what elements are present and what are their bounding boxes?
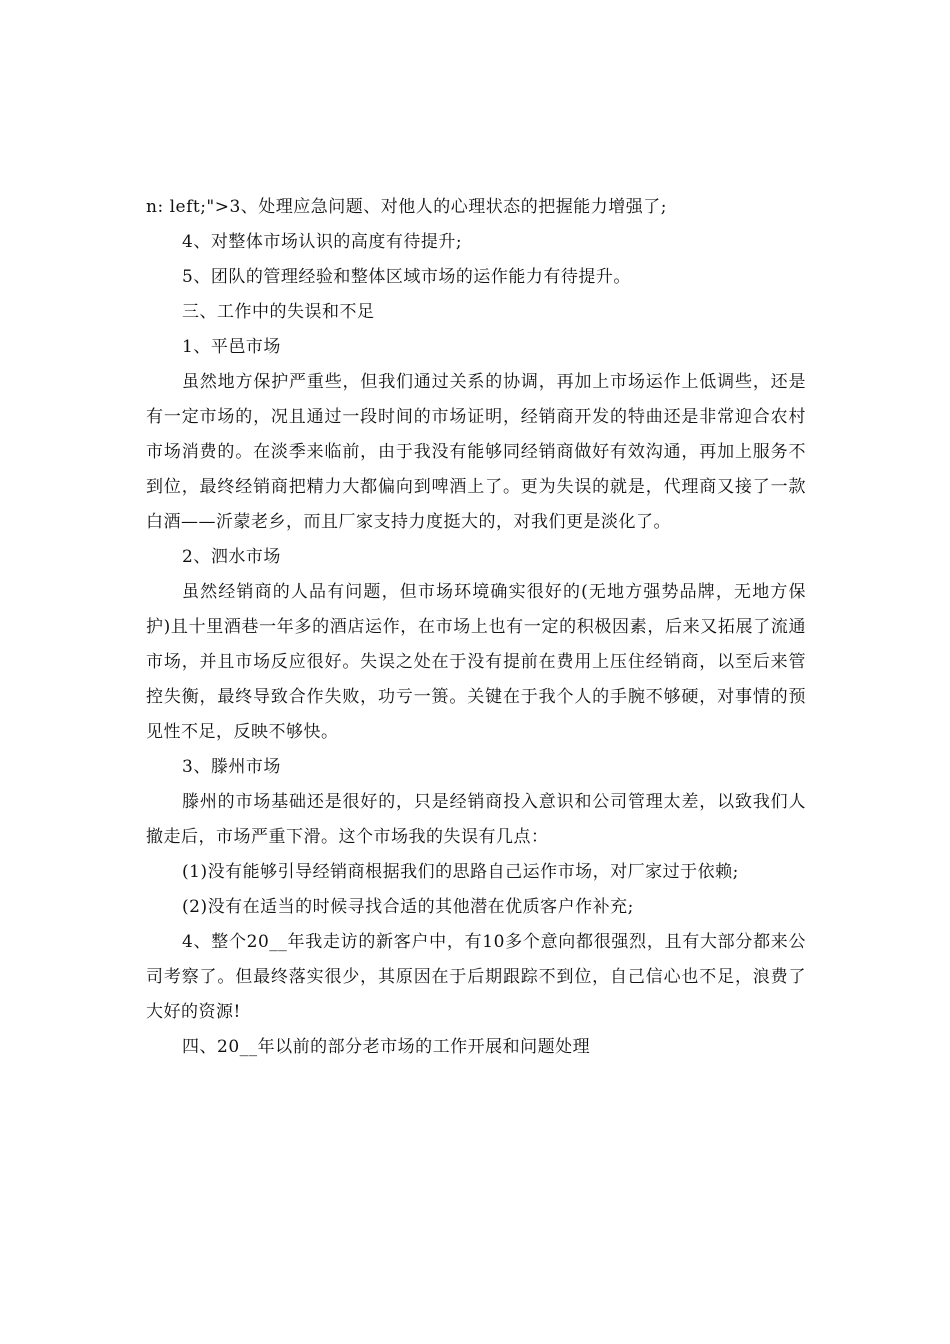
paragraph-tengzhou: 滕州的市场基础还是很好的，只是经销商投入意识和公司管理太差，以致我们人撤走后，市场严重下滑。这个市场我的失误有几点： — [146, 792, 806, 847]
subheading-sishui-market: 2、泗水市场 — [182, 547, 281, 567]
subheading-tengzhou-market: 3、滕州市场 — [182, 757, 281, 777]
section-heading-mistakes: 三、工作中的失误和不足 — [182, 302, 375, 322]
document-body — [146, 190, 806, 1065]
list-item-tengzhou-1: (1)没有能够引导经销商根据我们的思路自己运作市场，对厂家过于依赖; — [182, 862, 739, 882]
section-heading-old-markets: 四、20__年以前的部分老市场的工作开展和问题处理 — [182, 1037, 591, 1057]
list-item-team-management: 5、团队的管理经验和整体区域市场的运作能力有待提升。 — [182, 267, 631, 287]
paragraph-fragment: n: left;">3、处理应急问题、对他人的心理状态的把握能力增强了; — [146, 197, 668, 217]
list-item-overall-market: 4、对整体市场认识的高度有待提升; — [182, 232, 463, 252]
subheading-pingyi-market: 1、平邑市场 — [182, 337, 281, 357]
paragraph-sishui: 虽然经销商的人品有问题，但市场环境确实很好的(无地方强势品牌，无地方保护)且十里酒巷一年多的酒店运作，在市场上也有一定的积极因素，后来又拓展了流通市场，并且市场反应很好。失误之处在于没有提前在费用上压住经销商，以至后来管控失衡，最终导致合作失败，功亏一篑。关键在于我个人的手腕不够硬，对事情的预见性不足，反映不够快。 — [146, 582, 806, 742]
paragraph-pingyi: 虽然地方保护严重些，但我们通过关系的协调，再加上市场运作上低调些，还是有一定市场的，况且通过一段时间的市场证明，经销商开发的特曲还是非常迎合农村市场消费的。在淡季来临前，由于我没有能够同经销商做好有效沟通，再加上服务不到位，最终经销商把精力大都偏向到啤酒上了。更为失误的就是，代理商又接了一款白酒——沂蒙老乡，而且厂家支持力度挺大的，对我们更是淡化了。 — [146, 372, 806, 532]
list-item-tengzhou-2: (2)没有在适当的时候寻找合适的其他潜在优质客户作补充; — [182, 897, 634, 917]
paragraph-new-customers: 4、整个20__年我走访的新客户中，有10多个意向都很强烈，且有大部分都来公司考察了。但最终落实很少，其原因在于后期跟踪不到位，自己信心也不足，浪费了大好的资源! — [146, 932, 806, 1022]
